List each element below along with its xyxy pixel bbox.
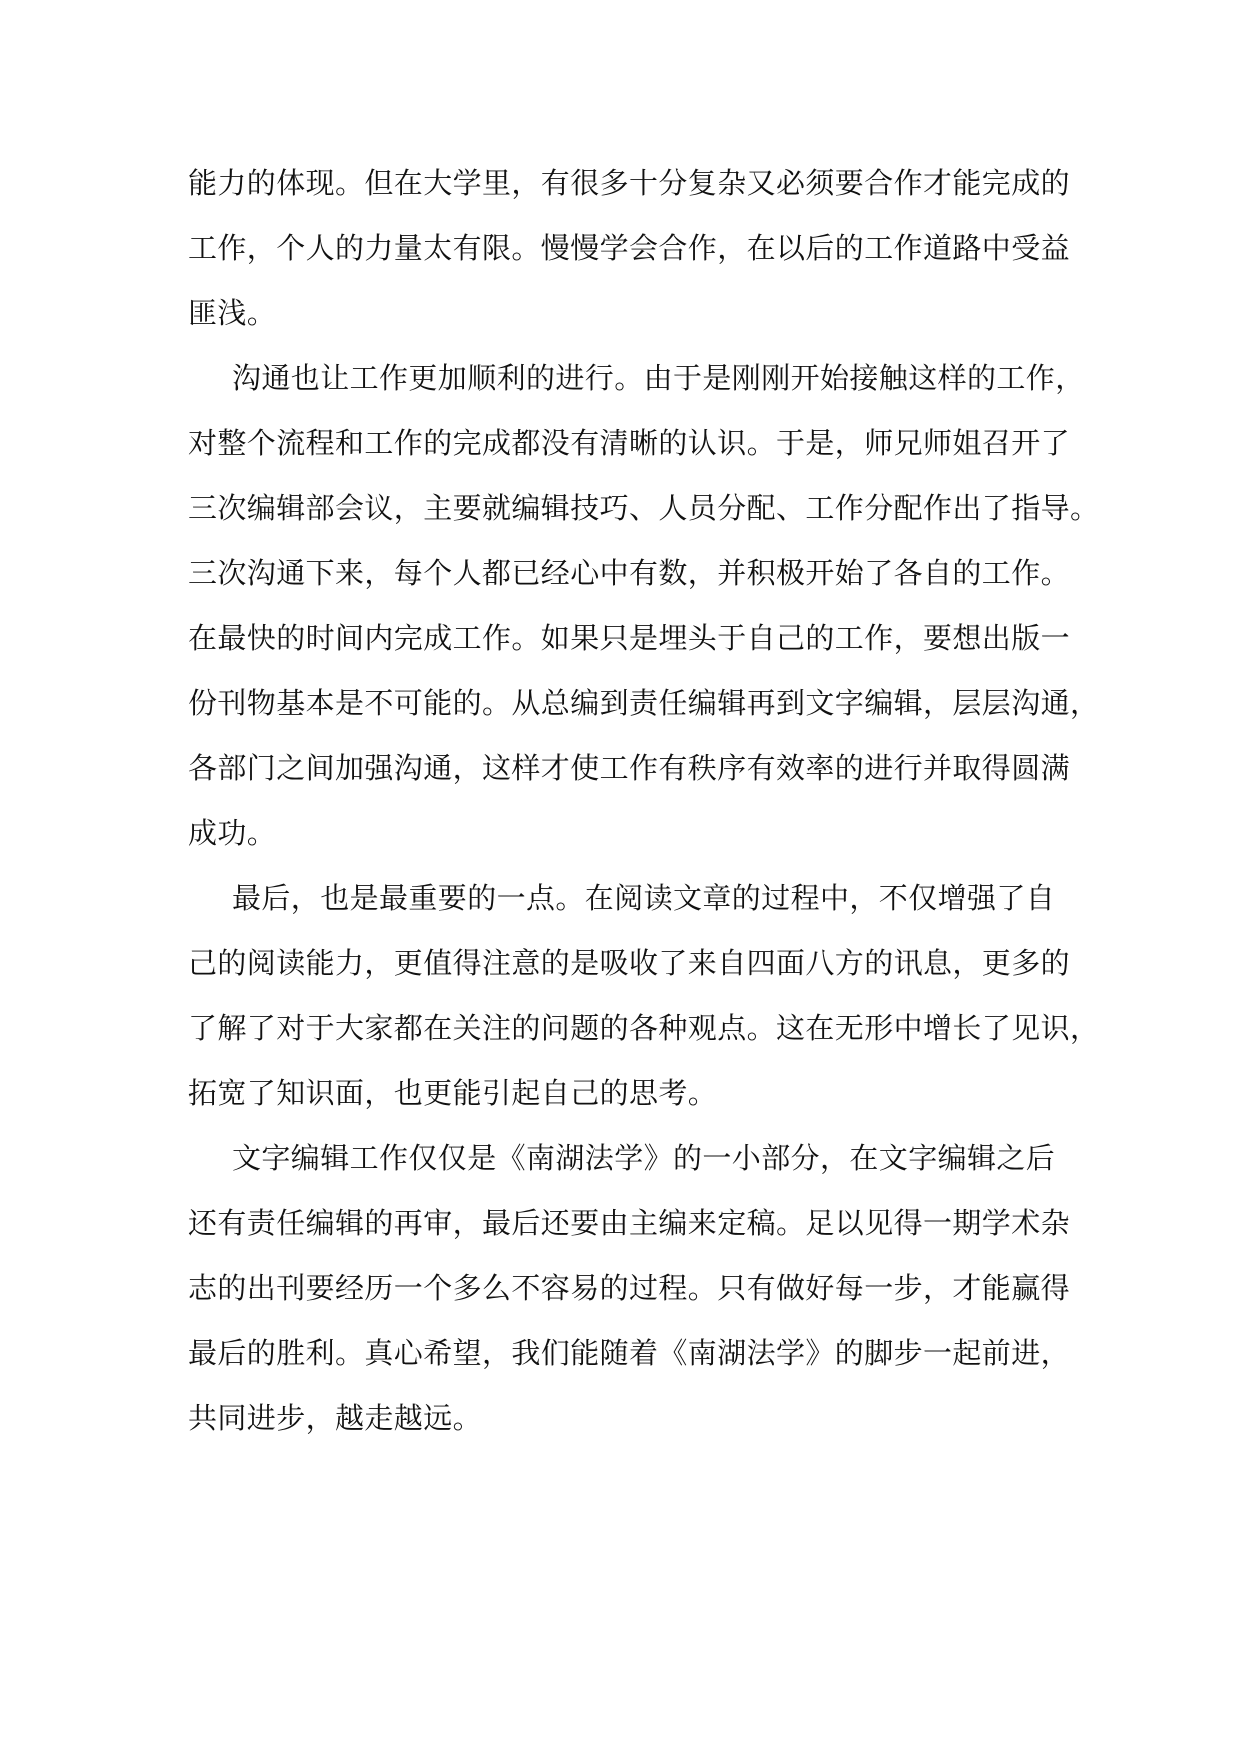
- text-line: 了解了对于大家都在关注的问题的各种观点。这在无形中增长了见识，: [188, 1011, 1100, 1045]
- text-line: 匪浅。: [188, 296, 277, 330]
- paragraph-4: [188, 1126, 1071, 1451]
- text-line: 份刊物基本是不可能的。从总编到责任编辑再到文字编辑，层层沟通，: [188, 686, 1100, 720]
- text-line: 能力的体现。但在大学里，有很多十分复杂又必须要合作才能完成的: [188, 166, 1071, 200]
- paragraph-3: [188, 866, 1100, 1126]
- text-line: 己的阅读能力，更值得注意的是吸收了来自四面八方的讯息，更多的: [188, 946, 1071, 980]
- text-line: 在最快的时间内完成工作。如果只是埋头于自己的工作，要想出版一: [188, 621, 1071, 655]
- text-line: 共同进步，越走越远。: [188, 1401, 483, 1435]
- text-line: 三次编辑部会议，主要就编辑技巧、人员分配、工作分配作出了指导。: [188, 491, 1100, 525]
- text-line: 拓宽了知识面，也更能引起自己的思考。: [188, 1076, 718, 1110]
- text-line: 沟通也让工作更加顺利的进行。由于是刚刚开始接触这样的工作，: [232, 361, 1085, 395]
- text-line: 志的出刊要经历一个多么不容易的过程。只有做好每一步，才能赢得: [188, 1271, 1071, 1305]
- text-line: 各部门之间加强沟通，这样才使工作有秩序有效率的进行并取得圆满: [188, 751, 1071, 785]
- text-line: 最后，也是最重要的一点。在阅读文章的过程中，不仅增强了自: [232, 881, 1056, 915]
- text-line: 最后的胜利。真心希望，我们能随着《南湖法学》的脚步一起前进，: [188, 1336, 1071, 1370]
- text-line: 工作，个人的力量太有限。慢慢学会合作，在以后的工作道路中受益: [188, 231, 1071, 265]
- paragraph-2: [188, 346, 1100, 866]
- paragraph-1: [188, 151, 1071, 346]
- text-line: 成功。: [188, 816, 277, 850]
- document-body: [188, 151, 1100, 1451]
- text-line: 对整个流程和工作的完成都没有清晰的认识。于是，师兄师姐召开了: [188, 426, 1071, 460]
- text-line: 三次沟通下来，每个人都已经心中有数，并积极开始了各自的工作。: [188, 556, 1071, 590]
- text-line: 文字编辑工作仅仅是《南湖法学》的一小部分，在文字编辑之后: [232, 1141, 1056, 1175]
- text-line: 还有责任编辑的再审，最后还要由主编来定稿。足以见得一期学术杂: [188, 1206, 1071, 1240]
